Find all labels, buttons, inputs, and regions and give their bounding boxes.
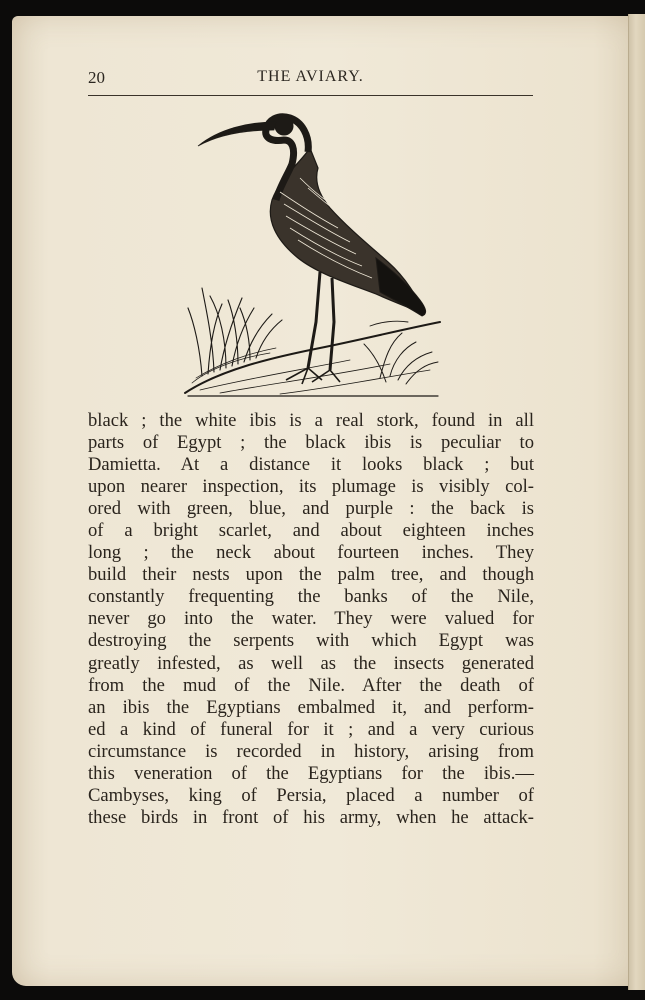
page-number: 20 [88, 68, 105, 87]
text-line: an ibis the Egyptians embalmed it, and perform- [88, 696, 534, 718]
text-line: of a bright scarlet, and about eighteen inches [88, 520, 534, 542]
text-line: from the mud of the Nile. After the death of [88, 674, 534, 696]
text-line: Cambyses, king of Persia, placed a number of [88, 784, 534, 806]
text-line: Damietta. At a distance it looks black ; but [88, 454, 534, 476]
text-line: parts of Egypt ; the black ibis is peculiar to [88, 432, 534, 454]
text-line: constantly frequenting the banks of the Nile, [88, 586, 534, 608]
running-title: THE AVIARY. [257, 68, 364, 85]
text-line: black ; the white ibis is a real stork, found in all [88, 410, 534, 431]
body-text [88, 410, 534, 829]
page-edge [628, 14, 645, 990]
header-rule [88, 95, 533, 96]
text-line: never go into the water. They were valued for [88, 608, 534, 630]
text-line: long ; the neck about fourteen inches. They [88, 542, 534, 564]
text-line: this veneration of the Egyptians for the ibis.— [88, 762, 534, 784]
text-line: these birds in front of his army, when he attack- [88, 806, 534, 828]
text-line: ed a kind of funeral for it ; and a very curious [88, 718, 534, 740]
text-line: destroying the serpents with which Egypt was [88, 630, 534, 652]
text-line: upon nearer inspection, its plumage is visibly col- [88, 476, 534, 498]
text-line: greatly infested, as well as the insects generated [88, 652, 534, 674]
text-line: ored with green, blue, and purple : the back is [88, 498, 534, 520]
text-line: build their nests upon the palm tree, and though [88, 564, 534, 586]
text-line: circumstance is recorded in history, arising from [88, 740, 534, 762]
ibis-illustration [180, 108, 445, 400]
page-header [88, 68, 533, 92]
